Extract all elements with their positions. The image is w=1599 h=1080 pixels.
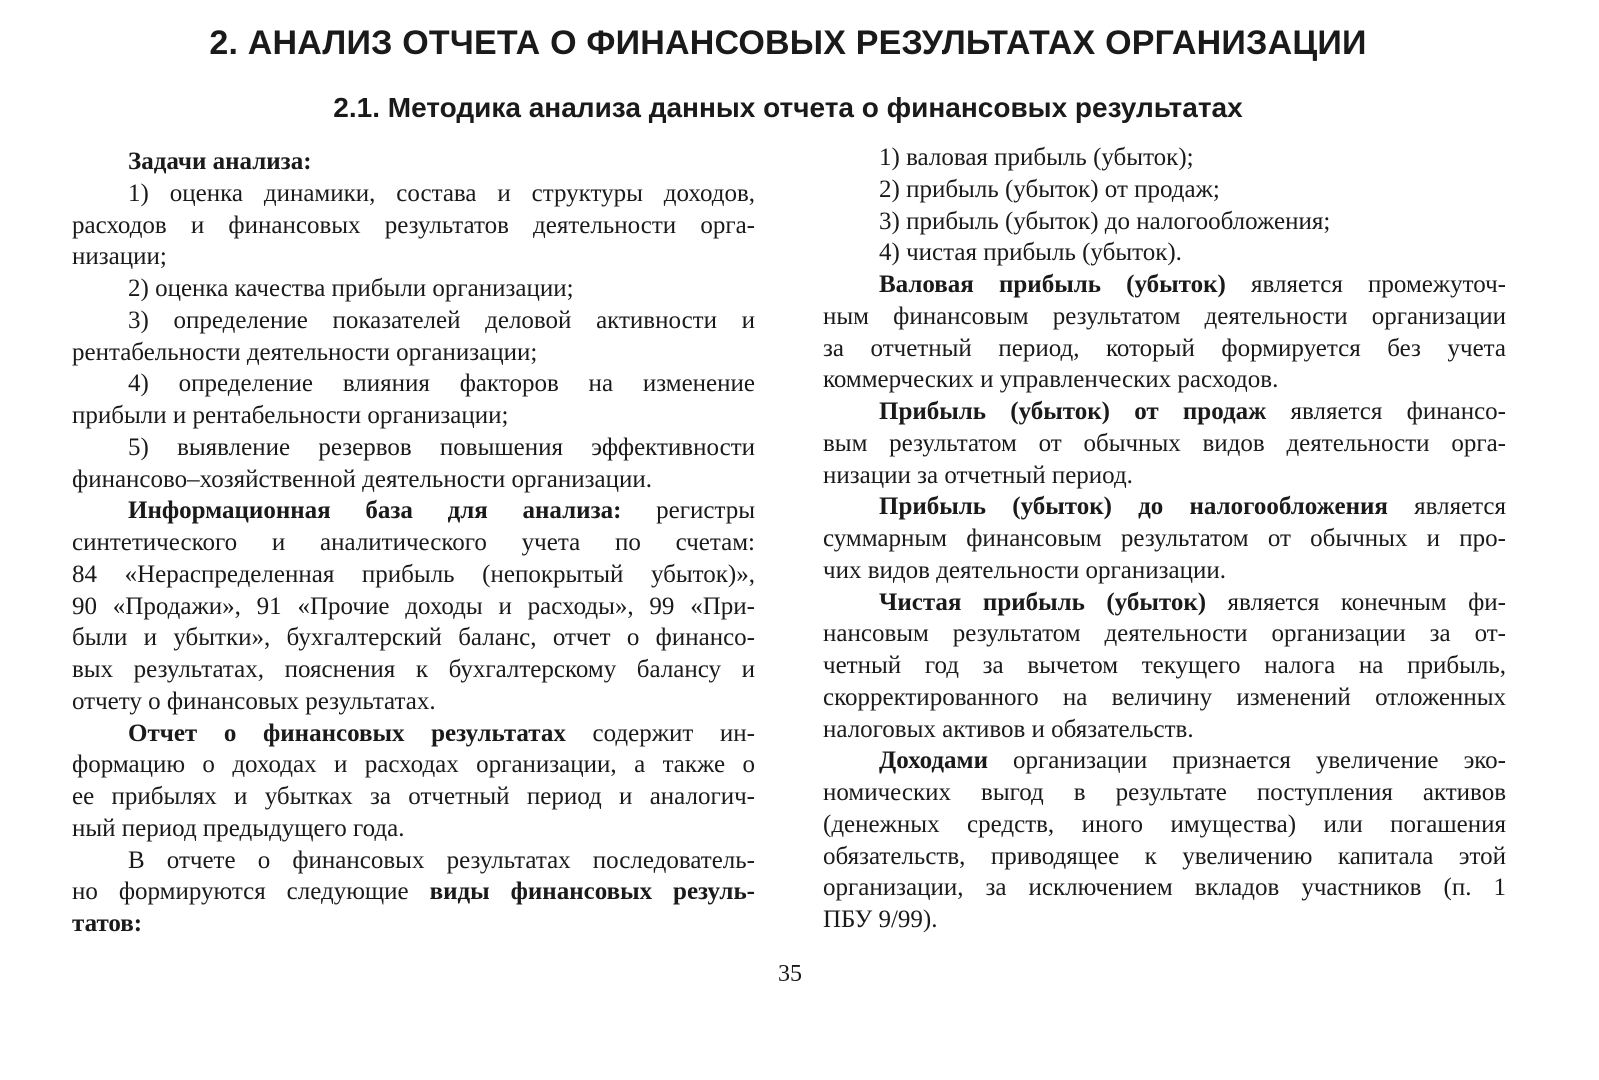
text-line: [72, 781, 755, 813]
paragraph: [72, 368, 755, 432]
chapter-title: 2. АНАЛИЗ ОТЧЕТА О ФИНАНСОВЫХ РЕЗУЛЬТАТАХ ОРГАНИЗАЦИИ: [209, 24, 1367, 62]
text-line: [72, 591, 755, 623]
text-line: [823, 777, 1506, 809]
bold-term: Отчет о финансовых результатах: [128, 719, 566, 747]
text-line: [823, 460, 1506, 492]
text-line: [823, 428, 1506, 460]
paragraph: [72, 845, 755, 940]
text-run: регистры: [621, 497, 756, 525]
bold-term: татов:: [72, 910, 143, 937]
text-line: [823, 650, 1506, 682]
text-run: низации;: [72, 243, 167, 271]
text-run: 1) оценка динамики, состава и структуры доходов,: [128, 179, 755, 207]
text-line: [823, 491, 1506, 523]
text-line: [72, 686, 755, 718]
bold-term: виды финансовых резуль-: [429, 878, 756, 906]
text-line: [72, 210, 755, 242]
bold-term: Информационная база для анализа:: [128, 497, 622, 525]
text-run: 2) оценка качества прибыли организации;: [128, 275, 574, 302]
text-line: [72, 876, 755, 908]
text-run: коммерческих и управленческих расходов.: [823, 366, 1279, 394]
text-line: [823, 269, 1506, 301]
text-line: [823, 301, 1506, 333]
text-line: [72, 654, 755, 686]
text-run: чих видов деятельности организации.: [823, 556, 1226, 584]
text-line: [72, 527, 755, 559]
right-column: [823, 142, 1506, 936]
paragraph: [823, 206, 1506, 238]
text-run: 3) прибыль (убыток) до налогообложения;: [879, 207, 1331, 235]
text-run: 4) чистая прибыль (убыток).: [879, 239, 1182, 267]
text-run: ный период предыдущего года.: [72, 814, 405, 842]
text-line: [72, 813, 755, 845]
text-line: [823, 618, 1506, 650]
text-run: были и убытки», бухгалтерский баланс, отчет о финансо-: [72, 624, 755, 652]
text-line: [823, 555, 1506, 587]
text-run: но формируются следующие: [72, 878, 430, 906]
text-run: финансово–хозяйственной деятельности организации.: [72, 465, 652, 493]
text-run: расходов и финансовых результатов деятельности орга-: [72, 211, 755, 239]
paragraph: [823, 142, 1506, 174]
bold-term: Прибыль (убыток) до налогообложения: [879, 493, 1388, 521]
text-run: содержит ин-: [565, 719, 755, 747]
text-run: 1) валовая прибыль (убыток);: [879, 144, 1194, 171]
text-run: формацию о доходах и расходах организации, а также о: [72, 751, 755, 779]
text-run: является: [1387, 493, 1506, 521]
text-run: за отчетный период, который формируется без учета: [823, 334, 1506, 362]
text-line: [823, 396, 1506, 428]
text-run: вым результатом от обычных видов деятельности орга-: [823, 429, 1506, 457]
bold-term: Доходами: [879, 747, 988, 775]
text-run: является финансо-: [1266, 398, 1506, 425]
text-line: [823, 142, 1506, 174]
text-line: [72, 305, 755, 337]
text-line: [823, 682, 1506, 714]
paragraph: [823, 587, 1506, 746]
text-run: 84 «Нераспределенная прибыль (непокрытый убыток)»,: [72, 560, 755, 588]
paragraph: [823, 174, 1506, 206]
paragraph: [823, 491, 1506, 586]
text-line: [823, 523, 1506, 555]
text-line: [72, 622, 755, 654]
paragraph: [72, 495, 755, 717]
paragraph: [72, 718, 755, 845]
text-line: [72, 368, 755, 400]
text-run: обязательств, приводящее к увеличению капитала этой: [823, 842, 1506, 870]
text-line: [72, 337, 755, 369]
text-run: низации за отчетный период.: [823, 461, 1133, 489]
text-line: [823, 745, 1506, 777]
text-run: 4) определение влияния факторов на изменение: [128, 370, 755, 398]
text-line: [72, 908, 755, 940]
text-line: [823, 872, 1506, 904]
text-line: [72, 146, 755, 178]
text-line: [72, 495, 755, 527]
paragraph: [823, 269, 1506, 396]
text-run: вых результатах, пояснения к бухгалтерскому балансу и: [72, 656, 755, 683]
section-title: 2.1. Методика анализа данных отчета о финансовых результатах: [333, 92, 1243, 123]
text-line: [823, 587, 1506, 619]
page-number: 35: [778, 961, 802, 987]
text-line: [823, 237, 1506, 269]
text-run: 90 «Продажи», 91 «Прочие доходы и расходы», 99 «При-: [72, 592, 755, 620]
text-line: [72, 273, 755, 305]
text-line: [72, 559, 755, 591]
text-line: [72, 718, 755, 750]
text-run: (денежных средств, иного имущества) или погашения: [823, 810, 1506, 838]
text-run: синтетического и аналитического учета по счетам:: [72, 529, 755, 556]
left-column: [72, 146, 755, 940]
text-line: [823, 364, 1506, 396]
paragraph: [72, 273, 755, 305]
bold-term: Чистая прибыль (убыток): [879, 588, 1207, 616]
paragraph: [72, 178, 755, 273]
paragraph: [72, 432, 755, 496]
text-line: [823, 809, 1506, 841]
text-run: организации, за исключением вкладов участников (п. 1: [823, 874, 1506, 902]
paragraph: [823, 745, 1506, 936]
text-line: [72, 464, 755, 496]
text-run: ее прибылях и убытках за отчетный период и аналогич-: [72, 783, 755, 810]
text-run: четный год за вычетом текущего налога на прибыль,: [823, 652, 1506, 679]
text-run: В отчете о финансовых результатах последователь-: [128, 846, 755, 874]
text-run: нансовым результатом деятельности организации за от-: [823, 620, 1506, 648]
text-run: 2) прибыль (убыток) от продаж;: [879, 175, 1220, 203]
text-run: номических выгод в результате поступления активов: [823, 779, 1506, 806]
text-run: ПБУ 9/99).: [823, 906, 938, 933]
bold-term: Задачи анализа:: [128, 148, 312, 175]
text-line: [823, 841, 1506, 873]
paragraph: [823, 396, 1506, 491]
text-line: [823, 206, 1506, 238]
text-run: ным финансовым результатом деятельности организации: [823, 302, 1506, 330]
text-run: рентабельности деятельности организации;: [72, 338, 538, 366]
bold-term: Валовая прибыль (убыток): [879, 271, 1226, 298]
text-line: [72, 241, 755, 273]
text-run: 3) определение показателей деловой активности и: [128, 306, 755, 334]
paragraph: [72, 305, 755, 369]
text-run: налоговых активов и обязательств.: [823, 715, 1194, 743]
text-run: является конечным фи-: [1206, 588, 1506, 616]
text-run: является промежуточ-: [1225, 271, 1506, 298]
text-line: [72, 749, 755, 781]
bold-term: Прибыль (убыток) от продаж: [879, 398, 1267, 425]
text-run: 5) выявление резервов повышения эффективности: [128, 433, 755, 461]
text-line: [72, 400, 755, 432]
text-run: организации признается увеличение эко-: [987, 747, 1506, 775]
text-run: суммарным финансовым результатом от обычных и про-: [823, 525, 1506, 552]
text-line: [72, 432, 755, 464]
text-run: отчету о финансовых результатах.: [72, 687, 436, 715]
text-line: [823, 904, 1506, 936]
text-line: [72, 845, 755, 877]
text-line: [823, 714, 1506, 746]
text-run: скорректированного на величину изменений отложенных: [823, 683, 1506, 711]
text-line: [823, 174, 1506, 206]
paragraph: [72, 146, 755, 178]
text-run: прибыли и рентабельности организации;: [72, 402, 509, 429]
paragraph: [823, 237, 1506, 269]
text-line: [823, 333, 1506, 365]
text-line: [72, 178, 755, 210]
